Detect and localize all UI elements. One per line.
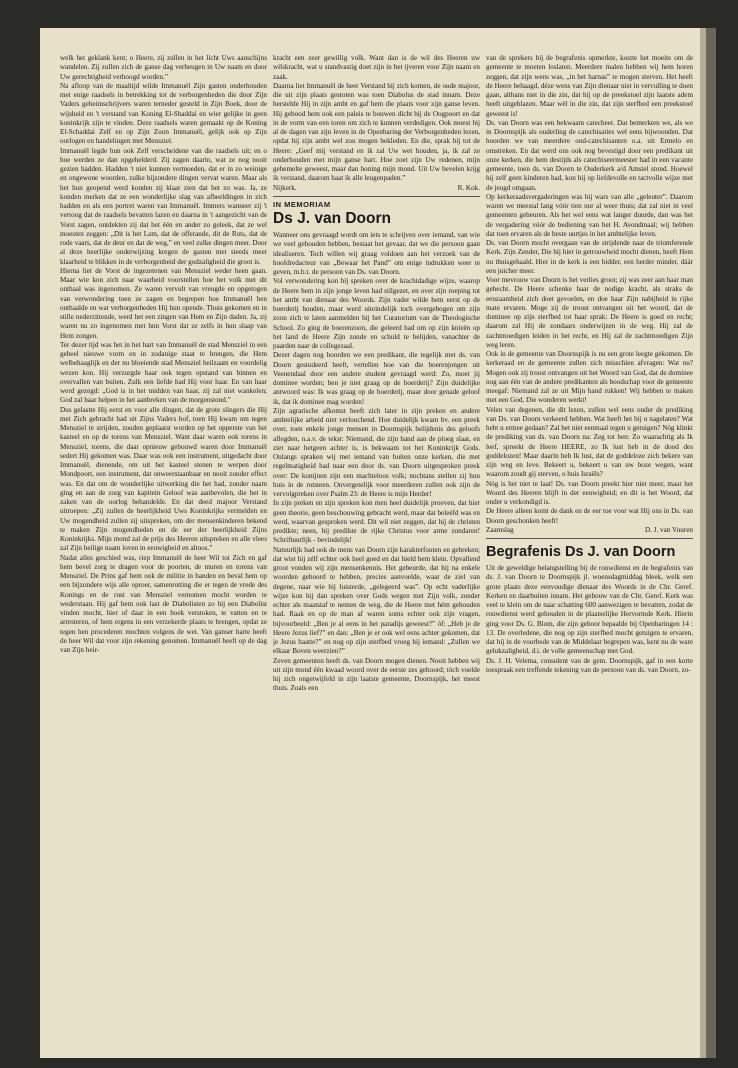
paragraph: Zijn agrarische afkomst heeft zich later in zijn preken en andere ambtelijke arbeid niet verloochend. Hoe duidelijk kwam bv. een preek over, toen enkele jonge mensen in Doornspijk belijdenis des geloofs aflegden, n.a.v. de tekst: Niemand, die zijn hand aan de ploeg slaat, en ziet naar hetgeen achter is, is bekwaam tot het Koninkrijk Gods. Onlangs spraken wij met iemand van buiten onze kerken, die met regelmatigheid had naar een door ds. van Doorn uitgesproken preek over: De konijnen zijn een machteloos volk; nochtans stellen zij hun huis in de rotsteen. Onvergetelijk voor meerderen zullen ook zijn de vervolgpreken over Psalm 23: de Heere is mijn Herder! xyxy=(273,406,480,498)
paragraph: Velen van degenen, die dit lezen, zullen wel eens onder de prediking van Ds. van Doorn verkeerd hebben. Wat heeft het bij u nagelaten? Wat hebt u ermee gedaan? Zal het niet eenmaal tegen u getuigen? Nóg klinkt de prediking van ds. van Doorn na: Zeg tot hen: Zo waarachtig als Ik leef, spreekt de Heere HEERE, zo Ik lust heb in de dood des goddelozen! Maar daarin heb Ik lust, dat de goddeloze zich bekere van zijn weg en leve. Bekeert u, bekeert u van uw boze wegen, want waarom zoudt gij sterven, o huis Israëls? xyxy=(486,405,693,479)
paragraph: Natuurlijk had ook de mens van Doorn zijn karakterfouten en gebreken; dat wist hij zélf echter ook heel goed en dat hield hem klein. Opvallend groot vonden wij zijn mensenkennis. Het gebeurde, dat hij na enkele woorden gehoord te hebben, precies aanvoelde, waar de ziel van degene, naar wie hij luisterde, „gelegeerd was”. Op echt vaderlijke wijze kon hij dan spreken over Gods wegen met Zijn volk, zonder echter als maatstaf te nemen de weg, die de Heere met hém gehouden had. Raak en op de man af waren soms echter ook zijn vragen, bijvoorbeeld: „Ben je al eens in het paradijs geweest?” óf: „Heb je de Heere Jezus lief?” en dan: „Ben je er ook wel eens achter gekomen, dat je Jezus haatte?” en nog op zijn sterfbed vroeg hij iemand: „Zullen we elkaar Boven weerzien?” xyxy=(273,545,480,656)
column-3 xyxy=(486,54,693,1050)
paragraph: Voor mevrouw van Doorn is het verlies groot; zij was zeer aan haar man gehecht. De Heere schenke haar de nodige kracht, als straks de eenzaamheid zich doet gevoelen, en doe haar Zijn nabijheid in rijke mate ervaren. Moge zij de troost ontvangen uit het woord, dat de dominee op zijn sterfbed tot haar sprak: De Heere is goed en recht; daarom zal Hij de zondaars onderwijzen in de weg. Hij zal de zachtmoedigen leiden in het recht, en Hij zal de zachtmoedigen Zijn weg leren. xyxy=(486,276,693,349)
section-divider xyxy=(486,538,693,539)
paragraph: In zijn preken en zijn spreken kon men heel duidelijk proeven, dat hier geen theorie, geen beschouwing gebracht werd, maar dat beleéfd was en werd, waarvan gesproken werd. Dit wil niet zeggen, dat hij de christen predikte; neen, hij predikte de rijke Christus voor arme zondaren! Schriftuurlijk - bevindelijk! xyxy=(273,499,480,545)
signature-place: Zaamslag xyxy=(486,525,514,534)
paragraph: Dezer dagen nog hoorden we een predikant, die tegelijk met ds. van Doorn gestudeerd heeft, vertellen hoe van die boerenjongen uit Veenendaal door een andere student gevraagd werd: Zo, moet jij dominee worden; ben je niet graag op de boerderij? Zijn duidelijke antwoord was: Ik was graag op de boerderij, maar door genade geloof ik, dat ik dominee mag worden! xyxy=(273,351,480,406)
paragraph: Daarna liet Immanuël de heer Verstand bij zich komen, de oude majoor, die uit zijn plaats gestoten was toen Diabolus de stad innam. Deze herstelde Hij in zijn ambt en gaf hem die plaats voor zijn ganse leven. Hij gebood hem ook een paleis te bouwen dicht bij de Oogpoort en dat in de vorm van een toren om zich te kunnen verdedigen. Ook moest hij al de dagen van zijn leven in de Openbaring der Verborgenheden lezen, opdat hij zijn ambt wel zou mogen bekleden. En die, sprak hij tot de Heere: „Geef mij verstand en ik zal Uw wet houden, ja, ik zal ze onderhouden met mijn ganse hart. Hoe zoet zijn Uw redenen, mijn gehemelte geweest, maar dan honing mijn mond. Uit Uw bevelen krijg ik verstand, daarom haat ik alle leugenpaden.” xyxy=(273,81,480,183)
paragraph: Ook in de gemeente van Doornspijk is nu een grote leegte gekomen. De kerkeraad en de gemeente zullen zich misschien afvragen: Wat nu? Mogen ook zij troost ontvangen uit het Woord van God, dat de dominee nog aan één van de andere predikanten als boodschap voor de gemeente meegaf: Niemand zal ze uit Mijn hand rukken! Wij hebben te maken met een God, Die wonderen werkt! xyxy=(486,350,693,405)
signature-line xyxy=(273,184,480,193)
signature-author: D. J. van Vuuren xyxy=(644,525,693,534)
paragraph: Vol verwondering kon hij spreken over de krachtdadige wijze, waarop de Heere hem in zijn jonge leven had stilgezet, en over zijn roeping tot het ambt van dienaar des Woords. Zijn vader wilde hem eerst op de boerderij houden, maar werd uiteindelijk toch overgebogen om zijn zoon zich te laten aanmelden bij het Curatorium van de Theologische School. Zo ging de boerenzoon, die geleerd had om op zijn knieën op het land de Heere Zijn zonde en schuld te belijden, vanachter de paarden naar de collegezaal. xyxy=(273,277,480,350)
paragraph: Nadat alles geschied was, riep Immanuël de heer Wil tot Zich en gaf hem bevel zorg te dragen voor de poorten, de muren en torens van Mensziel. De Prins gaf hem ook de militie in handen en beval hem op een bijzondere wijs alle oproer, samenrotting die er tegen de vrede des Konings en de rust van Mensziel vernomen mocht worden te wederstaan. Hij gaf hem ook last de Diabolisten zo hij een Diabolist vinden mocht, hier of daar in een hoek verstoken, te vatten en te arresteren, of hem ergens in een verzekerde plaats te brengen, opdat ze tegen hen procederen mochten volgens de wet. Van ganser harte heeft de heer Wil dat voor zijn rekening genomen. Immanuël heeft op de dag van Zijn heir- xyxy=(60,553,267,654)
paragraph: Ter dezer tijd was het in het hart van Immanuël de stad Mensziel in een geheel nieuwe vorm en in zodanige staat te brengen, die Hem welbehaaglijk en der nu bloeiende stad Mensziel heilzaam en voordelig wezen kon. Hij verzorgde haar ook tegen opstand van binnen en overvallen van buiten. Zulk een liefde had Hij voor haar. En van haar werd gezegd: „God is in het midden van haar, zij zal niet wankelen; God zal haar helpen in het aanbreken van de morgenstond.” xyxy=(60,340,267,405)
magazine-page xyxy=(40,28,716,1058)
section-divider xyxy=(273,196,480,197)
paragraph: Hierna liet de Vorst de ingezetenen van Mensziel weder heen gaan. Maar wie kon zich naar waarheid voorstellen hoe het volk met dit onthaal was ingenomen. Ze waren vervult van vreugde en opgetogen van verwondering toen ze zagen en begrepen hoe Immanuël hen onthaalde en wat verborgenheden Hij hun opende. Thuis gekomen en in stille nederzittende, werd het een zingen van Hem en Zijn daden. Ja, zij waren nu zo ingenomen met hun Vorst dat ze zelfs in hun slaap van Hem zongen. xyxy=(60,266,267,340)
signature-place: Nijkerk. xyxy=(273,183,297,192)
paragraph: welk het geklank kent; o Heere, zij zullen in het licht Uws aanschijns wandelen. Zij zullen zich de ganse dag verheugen in Uw naam en door Uw gerechtigheid verhoogd worden.” xyxy=(60,54,267,81)
article-heading: Begrafenis Ds J. van Doorn xyxy=(486,544,676,560)
column-2 xyxy=(273,54,480,1050)
paragraph: kracht een zeer gewillig volk. Want dan is de wil des Heeren uw wilskracht, wat u standvastig doet zijn in het ijveren voor Zijn naam en zaak. xyxy=(273,54,480,81)
paragraph: Immanuël legde hun ook Zelf verscheidene van die raadsels uit; en o hoe werden ze dan opgehelderd. Zij zagen daarin, wat ze nog nooit gezien hadden. Hadden 't niet kunnen vermoeden, dat er in zo weinige en ongewone woorden, zulke bijzondere dingen vervat waren. Maar als het hun geopend werd konden zij klaar zien dat het zo was. Ja, ze konden merken dat ze een wonderlijke slag van afbeeldingen in zich hadden en als een portret waren van Immanuël. Immers wanneer zij 't vertoog dat de raadsels bevatten lazen en daarna in 't aangezicht van de Vorst zagen, ontdekten zij dat het één en ander zo geleek, dat ze wel moesten zeggen: „Dit is het Lam, dat de offerande, dit de Rots, dat de rode vaars, dat de deur en dat de weg,” en veel zulke dingen meer. Door al deze heerlijke onderwijzing kregen de gasten met steeds meer klaarheid te blikken in de verborgenheid der godzaligheid die groot is. xyxy=(60,146,267,266)
paragraph: Dus gelastte Hij eerst en voor alle dingen, dat de grote slingers die Hij met Zich gebracht had uit Zijns Vaders hof, toen Hij kwam om tegen Mensziel te strijden, zouden geplaatst worden op het opperste van het kasteel en op de torens van Mensziel. Want daar waren ook torens in Mensziel, torens, die daar opnieuw gebouwd waren door Immanuël sedert Hij gekomen was. Daar was ook een instrument, uitgedacht door Immanuël, dienende, om uit het kasteel stenen te werpen door Mondpoort, een instrument, dat onweerstaanbaar en nooit zonder effect was. En dat om de wonderlijke uitwerking die het had, zonder naam ging en aan de zorg van kapitein Geloof was aanbevolen, die het in zaken van de oorlog behandelde. En dat deed majoor Verstand uitroepen: „Zij zullen de heerlijkheid Uws Koninkrijks vermelden en Uw mogendheid zullen zij uitspreken, om der mensenkinderen bekend te maken Zijn mogendheden en de eer der heerlijkheid Zijns Koninkrijks. Mijn mond zal de prijs des Heeren uitspreken en alle vlees zal Zijn heilige naam loven in eeuwigheid en altoos.” xyxy=(60,405,267,553)
paragraph: van de sprekers bij de begrafenis opmerkte, kostte het moeite om de gemeente te moeten loslaten. Meerdere malen hebben wij hem horen zeggen, dat zijn wens was, „in het harnas” te mogen sterven. Het heeft de Heere behaagd, déze wens van Zijn dienaar niet in vervulling te doen gaan, althans niet in die zin, dat hij op de preekstoel zijn laatste adem heeft uitgeblazen. Maar wèl in die zin, dat zijn sterfbed een preekstoel geweest is! xyxy=(486,54,693,118)
article-heading: Ds J. van Doorn xyxy=(273,210,391,227)
paragraph: Ds. J. H. Velema, consulent van de gem. Doornspijk, gaf in een korte toespraak een treffende tekening van de persoon van ds. van Doorn, zo- xyxy=(486,656,693,674)
paragraph: Wanneer ons gevraagd wordt om iets te schrijven over iemand, van wie we veel gehouden hebben, bestaat het gevaar, dat we die persoon gaan idealiseren. Toch willen wij graag voldoen aan het verzoek van de hoofdredacteur van „Bewaar het Pand” om enige indrukken weer te geven, m.b.t. de persoon van Ds. van Doorn. xyxy=(273,231,480,276)
paragraph: Op kerkeraadsvergaderingen was hij wars van alle „geleuter”. Daarom waren we meestal lang vóór tien uur al weer thuis; dat zal niet in veel gemeenten gebeuren. Als het wel eens wat langer duurde, dan was het de vergadering vóór de bediening van het H. Avondmaal; wij hebben dat toen ervaren als de beste uurtjes in het ambtelijke leven. xyxy=(486,192,693,238)
signature-line xyxy=(486,526,693,535)
section-kicker: IN MEMORIAM xyxy=(273,199,331,209)
paragraph: Nóg is het niet te laat! Ds. van Doorn preekt hier niet meer, maar het Woord des Heeren blijft in der eeuwigheid; en dit is het Woord, dat onder u verkondigd is. xyxy=(486,479,693,506)
binding-edge xyxy=(706,28,716,1058)
signature-author: R. Kok. xyxy=(457,183,480,192)
paragraph: Zeven gemeenten heeft ds. van Doorn mogen dienen. Nooit hebben wij uit zijn mond één kwaad woord over de eerste zes gehoord; tóch voelde hij zich ongetwijfeld in zijn laatste gemeente, Doornspijk, het meest thuis. Zoals een xyxy=(273,656,480,693)
paragraph: Uit de geweldige belangstelling bij de rouwdienst en de begrafenis van ds. J. van Doorn te Doornspijk jl. woensdagmiddag bleek, welk een grote plaats deze eenvoudige dienaar des Woords in de Chr. Geref. Kerken en daarbuiten innam. Het gebouw van de Chr. Geref. Kerk was veel te klein om de naar schatting 600 aanwezigen te bevatten, zodat de rouwdienst werd gehouden in de plaatselijke Hervormde Kerk. Hierin ging voor Ds. G. Blom, die zijn gehoor bepaalde bij Openbaringen 14 : 13. De overledene, die nog op zijn sterfbed mocht getuigen te ervaren, dat hij in de voorbede van de Middelaar begrepen was, kent nu de ware gelukzaligheid, d.i. de volle gemeenschap met God. xyxy=(486,564,693,656)
paragraph: Na afloop van de maaltijd wilde Immanuël Zijn gasten onderhouden met enige raadsels in betrekking tot de verborgenheden die door Zijn Vaders geheimschrijvers waren terneder gesteld in Zijn Boek, door de wijsheid en 't verstand van Koning El-Shaddai en wier gelijke in geen koninkrijk zijn te vinden. Deze raadsels waren gemaakt op de Koning El-Schaddai Zelf en op Zijn Zoon Immanuël, gelijk ook op Zijn oorlogen en handelingen met Mensziel. xyxy=(60,81,267,146)
paragraph: Ds. van Doorn was een bekwaam catecheet. Dat bemerkten we, als we in Doornspijk als ouderling de catechisaties wel eens bijwoonden. Dat hoorden we van meerdere oud-catechisanten o.a. uit Ermelo en omstreken. En dat werd ons ook nog bevestigd door een predikant uit onze kerken, die hem destijds als catechiseermeester had in een vacante gemeente, toen ds. van Doorn te Ouderkerk a/d Amstel stond. Hoewel hij zelf geen kinderen had, kon hij op liefdevolle en tactvolle wijze met de jeugd omgaan. xyxy=(486,118,693,192)
paragraph: Ds. van Doorn mocht overgaan van de strijdende naar de triomferende Kerk. Zijn Zender, Die hij hier in getrouwheid mocht dienen, heeft Hem nu thuisgehaald. Hier in de kerk is een bidder, een herder minder, dáár een juicher meer. xyxy=(486,239,693,275)
paragraph: De Heere alleen komt de dank en de eer toe voor wat Hij ons in Ds. van Doorn geschonken heeft! xyxy=(486,507,693,525)
column-1 xyxy=(60,54,267,1050)
